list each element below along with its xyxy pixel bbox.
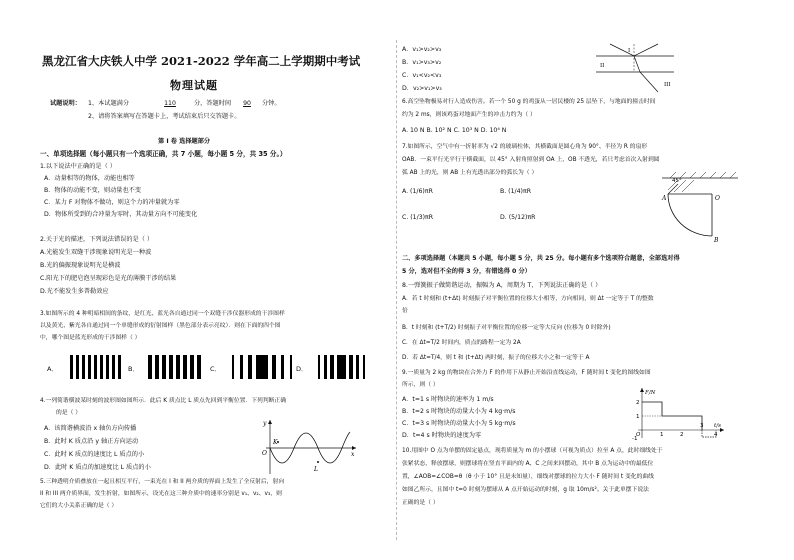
q2-option-c[interactable]: C.阳光下的肥皂泡呈现彩色是光的薄膜干涉的结果	[40, 275, 177, 282]
full-score: 110	[164, 100, 176, 107]
q9-option-d[interactable]: D．t=4 s 时物块的速度为零	[402, 432, 482, 439]
q8-option-b[interactable]: B．t 时刻和 (t+T/2) 时刻振子对平衡位置的位移一定等大反向 (位移为 0 时除外)	[402, 325, 611, 331]
q7-option-d[interactable]: D. (5/12)πR	[500, 214, 536, 221]
q1-stem: 1.以下说法中正确的是（ ）	[40, 163, 116, 170]
instructions-mid: 分，答题时间	[194, 100, 232, 107]
instructions-line1: 1、本试题满分	[88, 100, 130, 107]
q3-label-d[interactable]: D．	[296, 365, 308, 373]
q1-option-a[interactable]: A．动量相等的物体，动能也相等	[44, 175, 135, 182]
refraction-figure	[596, 42, 676, 94]
q2-option-a[interactable]: A.光能发生双缝干涉现象说明光是一种波	[40, 249, 152, 256]
q7-line1: 7.如图所示，空气中有一折射率为 √2 的玻璃柱体，其横截面是圆心角为 90°、半径为 R 的扇形	[402, 144, 648, 150]
q7-line3: 弧 AB 上的光，则 AB 上有光透出部分的弧长为（ ）	[402, 170, 538, 176]
section2-heading-line1: 二、多项选择题（本题共 5 小题，每小题 5 分，共 25 分。每小题有多个选项符合题意，全部选对得	[402, 255, 680, 262]
fringe-pattern-d[interactable]	[318, 355, 365, 379]
q2-option-d[interactable]: D.光不能发生多普勒效应	[40, 288, 109, 295]
q8-option-a-line2[interactable]: 倍	[402, 308, 408, 314]
part1-title: 第 I 卷 选择题部分	[158, 138, 211, 145]
q8-stem: 8.一弹簧振子做简谐运动，振幅为 A，周期为 T，下列说法正确的是（ ）	[402, 282, 602, 289]
q8-option-a-line1[interactable]: A．若 t 时刻和 (t+Δt) 时刻振子对平衡位置的位移大小相等，方向相同，则 Δt 一定等于 T 的整数	[402, 296, 654, 302]
point-b-label: B	[714, 237, 719, 244]
graph-tick-y2: 2	[636, 400, 640, 406]
q10-line3: 置，∠AOB=∠COB=θ（θ 小于 10° 且是未知量），细线对摆球的拉力大小 F 随时间 t 变化的曲线	[402, 474, 654, 480]
exam-time: 90	[243, 100, 251, 107]
wave-k-label: K	[273, 439, 278, 446]
q4-option-b[interactable]: B．此时 K 质点沿 y 轴正方向运动	[44, 438, 139, 445]
fringe-pattern-c[interactable]	[232, 355, 292, 379]
q3-label-b[interactable]: B．	[128, 365, 139, 373]
school-title: 黑龙江省大庆铁人中学 2021-2022 学年高二上学期期中考试	[42, 54, 361, 68]
medium-ii-label: II	[600, 63, 605, 69]
fringe-pattern-a[interactable]	[70, 355, 121, 379]
graph-tick-x2: 2	[680, 432, 684, 438]
q10-line4: 如图乙所示，且图中 t=0 时刻为摆球从 A 点开始运动的时刻，g 取 10m/s²。关于此单摆下说法	[402, 487, 649, 493]
section1-heading: 一、单项选择题（每小题只有一个选项正确，共 7 小题，每小题 5 分，共 35 分。）	[40, 150, 287, 158]
q5-option-a[interactable]: A．v₁>v₂>v₃	[402, 46, 442, 53]
sector-figure	[660, 170, 750, 242]
wave-graph	[258, 418, 358, 476]
q5-option-b[interactable]: B．v₁>v₃>v₂	[402, 59, 442, 66]
graph-tick-x3: 3	[700, 423, 704, 429]
fringe-pattern-b[interactable]	[148, 355, 201, 379]
q1-option-c[interactable]: C．某力 F 对物体不做功，则这个力的冲量就为零	[44, 199, 180, 206]
q10-line2: 张紧状态，释放摆球，则摆球将在竖直平面内的 A、C 之间来回摆动，其中 B 点为运动中的最低位	[402, 461, 654, 467]
q5-line3: 它们的大小关系正确的是（ ）	[40, 503, 118, 509]
graph-tick-x1: 1	[660, 432, 664, 438]
graph-x-label: t/s	[714, 423, 721, 429]
q2-stem: 2.关于光的描述，下列说法错误的是（ ）	[40, 236, 154, 243]
q3-line3: 中，哪个图是蓝光形成的干涉图样（ ）	[40, 335, 141, 341]
q5-option-c[interactable]: C．v₁<v₂<v₃	[402, 72, 442, 79]
q4-line2: 的是（ ）	[56, 410, 82, 416]
point-a-label: A	[662, 195, 667, 202]
graph-tick-y1: 1	[636, 414, 640, 420]
graph-origin: O	[636, 432, 641, 438]
subject-title: 物理试题	[170, 79, 218, 92]
q6-options[interactable]: A. 10 N B. 10² N C. 10³ N D. 10⁴ N	[402, 127, 507, 134]
q3-line1: 3.如图所示的 4 种明暗相间的条纹，是红光、蓝光各自通过同一个双缝干涉仪器形成的干涉图样	[40, 311, 285, 317]
q5-line1: 5.三种透明介质叠放在一起且相互平行，一束光在 I 和 II 两介质的界面上发生了全反射后，射向	[40, 479, 285, 485]
q7-option-c[interactable]: C. (1/3)πR	[402, 214, 434, 221]
q10-line5: 正确的是（ ）	[402, 500, 439, 506]
q4-option-a[interactable]: A．该简谐横波沿 x 轴负方向传播	[44, 425, 137, 432]
q4-line1: 4.一列简谐横波某时刻的波形图如图所示．此后 K 质点比 L 质点先回到平衡位置．下列判断正确	[40, 398, 287, 404]
wave-origin-label: O	[262, 450, 267, 457]
q6-line2: 约为 2 ms，则该鸡蛋对地面产生的冲击力约为（ ）	[402, 112, 536, 118]
graph-tick-x4: 4	[714, 432, 718, 438]
q7-option-a[interactable]: A. (1/6)πR	[402, 188, 433, 195]
wave-point-k	[277, 441, 279, 443]
q9-stem: 9.一质量为 2 kg 的物块在合外力 F 的作用下从静止开始沿直线运动，F 随时间 t 变化的图线如图	[402, 370, 651, 376]
wave-x-label: x	[351, 451, 355, 458]
wave-l-label: L	[314, 466, 318, 473]
graph-tick-yneg: -1	[632, 436, 638, 442]
q2-option-b[interactable]: B.光的偏振现象说明光是横波	[40, 262, 121, 269]
q5-line2: II 和 III 两介质界面，发生折射，如图所示，设光在这三种介质中的速率分别是 v₁、v₂、v₃，则	[40, 491, 282, 497]
wave-point-l	[317, 461, 319, 463]
q6-line1: 6.高空坠物极易对行人造成伤害。若一个 50 g 的鸡蛋从一居民楼的 25 层坠下，与地面的撞击时间	[402, 99, 656, 105]
q1-option-d[interactable]: D．物体所受到的合冲量为零时，其动量方向不可能变化	[44, 211, 198, 218]
q8-option-c[interactable]: C．在 Δt=T/2 时间内，质点的路程一定为 2A	[402, 340, 521, 346]
q1-option-b[interactable]: B．物体的动能不变，则动量也不变	[44, 187, 142, 194]
instructions-label: 试题说明：	[50, 100, 81, 107]
force-time-graph	[628, 386, 728, 442]
wave-y-label: y	[263, 420, 267, 427]
q3-label-c[interactable]: C．	[210, 365, 222, 373]
q9-option-a[interactable]: A．t=1 s 时物块的速率为 1 m/s	[402, 396, 494, 403]
instructions-end: 分钟。	[262, 100, 281, 107]
point-o-label: O	[715, 195, 720, 202]
angle-label: 45°	[672, 178, 682, 184]
q9-option-c[interactable]: C．t=3 s 时物块的动量大小为 5 kg·m/s	[402, 420, 516, 427]
q4-option-c[interactable]: C．此时 K 质点的速度比 L 质点的小	[44, 451, 145, 458]
column-divider	[396, 40, 397, 540]
q7-option-b[interactable]: B. (1/4)πR	[500, 188, 531, 195]
instructions-line2: 2、请将答案填写在答题卡上，考试结束后只交答题卡。	[88, 113, 241, 120]
medium-iii-label: III	[664, 82, 671, 88]
section2-heading-line2: 5 分，选对但不全的得 3 分，有错选得 0 分）	[402, 268, 531, 275]
q3-label-a[interactable]: A．	[47, 365, 58, 373]
q3-line2: 以及黄光、紫光各自通过同一个单缝形成的衍射图样（黑色部分表示亮纹）．则在下面的四个图	[40, 323, 281, 329]
q4-option-d[interactable]: D．此时 K 质点的加速度比 L 质点的小	[44, 464, 151, 471]
q7-line2: OAB．一束平行光平行于横截面，以 45° 入射角照射到 OA 上，OB 不透光，若只考虑首次入射到圆	[402, 157, 660, 163]
q9-stem2: 所示，则（ ）	[402, 382, 439, 388]
q9-option-b[interactable]: B．t=2 s 时物块的动量大小为 4 kg·m/s	[402, 408, 516, 415]
medium-i-label: I	[628, 48, 631, 54]
q8-option-d[interactable]: D．若 Δt=T/4，则 t 和 (t+Δt) 两时刻，振子的位移大小之和一定等于 A	[402, 355, 590, 361]
q10-line1: 10.用图中 O 点为单摆的固定悬点，现将质量为 m 的小摆球（可视为质点）拉至 A 点，此时细线处于	[402, 448, 663, 454]
q5-option-d[interactable]: D．v₂>v₁>v₃	[402, 85, 442, 92]
graph-y-label: F/N	[645, 390, 656, 396]
